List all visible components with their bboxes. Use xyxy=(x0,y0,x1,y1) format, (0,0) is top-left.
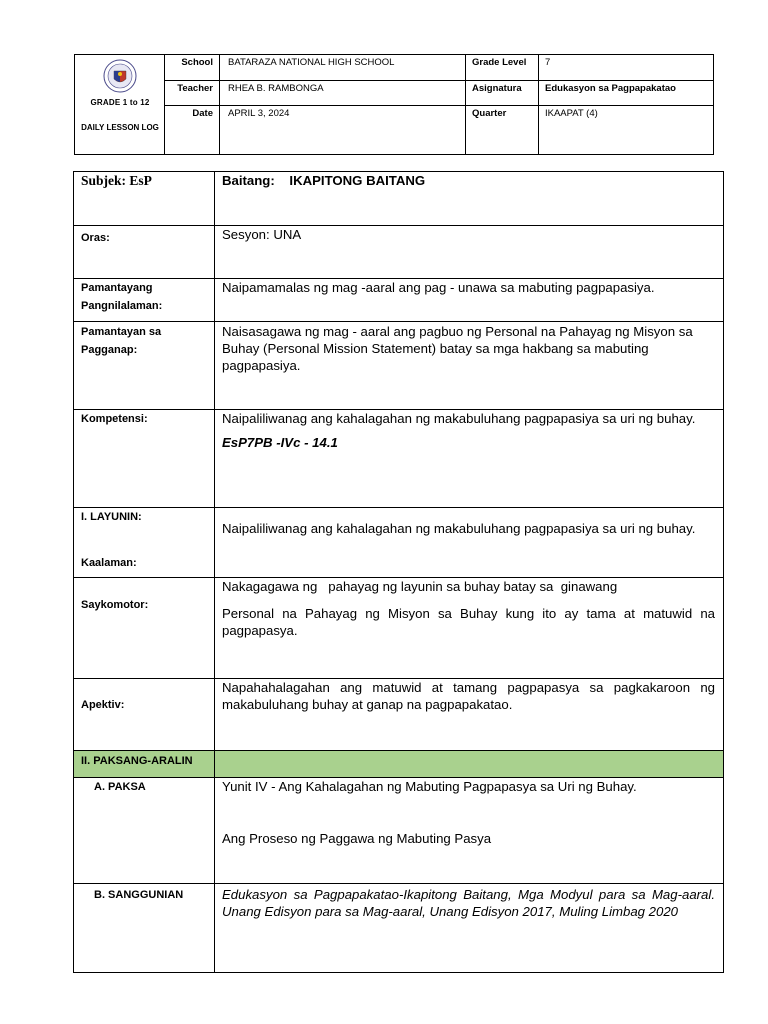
header-row-teacher xyxy=(165,81,713,106)
kompetensi-cell xyxy=(215,410,723,507)
row-subjek xyxy=(74,172,723,226)
subjek-label: Subjek: EsP xyxy=(74,172,215,225)
date-label: Date xyxy=(165,106,220,154)
grade-level-value: 7 xyxy=(545,57,551,68)
row-kompetensi xyxy=(74,410,723,508)
header-row-school xyxy=(165,55,713,81)
row-pamantayang-nilalaman xyxy=(74,279,723,322)
kompetensi-value: Naipaliliwanag ang kahalagahan ng makabuluhang pagpapasiya sa uri ng buhay. xyxy=(222,411,696,426)
logo-cell xyxy=(75,55,165,154)
paksa-line-1: Yunit IV - Ang Kahalagahan ng Mabuting Pagpapasya sa Uri ng Buhay. xyxy=(222,779,637,794)
apektiv-value: Napahahalagahan ang matuwid at tamang pagpapasya sa pagkakaroon ng makabuluhang buhay at ganap na pagpapakatao. xyxy=(222,680,715,712)
quarter-value: IKAAPAT (4) xyxy=(545,108,598,119)
header-row-date xyxy=(165,106,713,154)
pamantayang-nilalaman-value: Naipamamalas ng mag -aaral ang pag - unawa sa mabuting pagpapasiya. xyxy=(222,280,655,295)
pamantayan-pagganap-label: Pamantayan sa Pagganap: xyxy=(74,322,215,409)
sanggunian-value: Edukasyon sa Pagpapakatao-Ikapitong Baitang, Mga Modyul para sa Mag-aaral. Unang Edisyon para sa Mag-aaral, Unang Edisyon 2017, Muling Limbag 2020 xyxy=(222,887,715,919)
saykomotor-line-1: Nakagagawa ng pahayag ng layunin sa buhay batay sa ginawang xyxy=(222,579,618,594)
baitang-label: Baitang: xyxy=(222,173,275,188)
apektiv-label: Apektiv: xyxy=(74,679,215,750)
saykomotor-line-2: Personal na Pahayag ng Misyon sa Buhay kung ito ay tama at matuwid na pagpapasya. xyxy=(222,606,715,638)
layunin-label-cell xyxy=(74,508,215,577)
kompetensi-label: Kompetensi: xyxy=(74,410,215,507)
baitang-cell xyxy=(215,172,723,225)
row-saykomotor xyxy=(74,578,723,679)
kaalaman-value: Naipaliliwanag ang kahalagahan ng makabuluhang pagpapasiya sa uri ng buhay. xyxy=(222,521,696,536)
row-apektiv xyxy=(74,679,723,751)
quarter-label: Quarter xyxy=(466,106,539,154)
saykomotor-cell xyxy=(215,578,723,678)
school-label: School xyxy=(165,55,220,80)
paksang-aralin-empty xyxy=(215,751,723,777)
row-paksa xyxy=(74,778,723,884)
row-pamantayan-pagganap xyxy=(74,322,723,410)
baitang-value: IKAPITONG BAITANG xyxy=(289,173,426,188)
lesson-table xyxy=(73,171,724,973)
teacher-value: RHEA B. RAMBONGA xyxy=(220,81,466,105)
row-oras xyxy=(74,226,723,279)
oras-label: Oras: xyxy=(74,226,215,278)
paksa-cell xyxy=(215,778,723,883)
subject-label: Asignatura xyxy=(466,81,539,105)
teacher-label: Teacher xyxy=(165,81,220,105)
deped-seal-icon xyxy=(103,59,137,93)
paksa-line-2: Ang Proseso ng Paggawa ng Mabuting Pasya xyxy=(222,831,492,846)
pamantayan-pagganap-value: Naisasagawa ng mag - aaral ang pagbuo ng Personal na Pahayag ng Misyon sa Buhay (Personal Mission Statement) batay sa mga hakbang sa mabuting pagpapasiya. xyxy=(222,324,693,373)
header-table xyxy=(74,54,714,155)
pamantayang-nilalaman-label: Pamantayang Pangnilalaman: xyxy=(74,279,215,321)
paksa-label: A. PAKSA xyxy=(74,778,215,883)
paksang-aralin-label: II. PAKSANG-ARALIN xyxy=(74,751,215,777)
school-value: BATARAZA NATIONAL HIGH SCHOOL xyxy=(220,55,466,80)
row-sanggunian xyxy=(74,884,723,972)
row-paksang-aralin xyxy=(74,751,723,778)
layunin-label: I. LAYUNIN: xyxy=(81,511,142,523)
grade-level-label: Grade Level xyxy=(466,55,539,80)
row-layunin-kaalaman xyxy=(74,508,723,578)
doc-type: DAILY LESSON LOG xyxy=(81,123,159,132)
sanggunian-label: B. SANGGUNIAN xyxy=(74,884,215,972)
saykomotor-label: Saykomotor: xyxy=(74,578,215,678)
sesyon-value: Sesyon: UNA xyxy=(222,227,302,242)
kaalaman-label: Kaalaman: xyxy=(81,557,137,569)
date-value: APRIL 3, 2024 xyxy=(220,106,466,154)
subject-value: Edukasyon sa Pagpapakatao xyxy=(545,83,676,94)
grade-range: GRADE 1 to 12 xyxy=(90,98,150,107)
kompetensi-code: EsP7PB -IVc - 14.1 xyxy=(222,435,338,450)
